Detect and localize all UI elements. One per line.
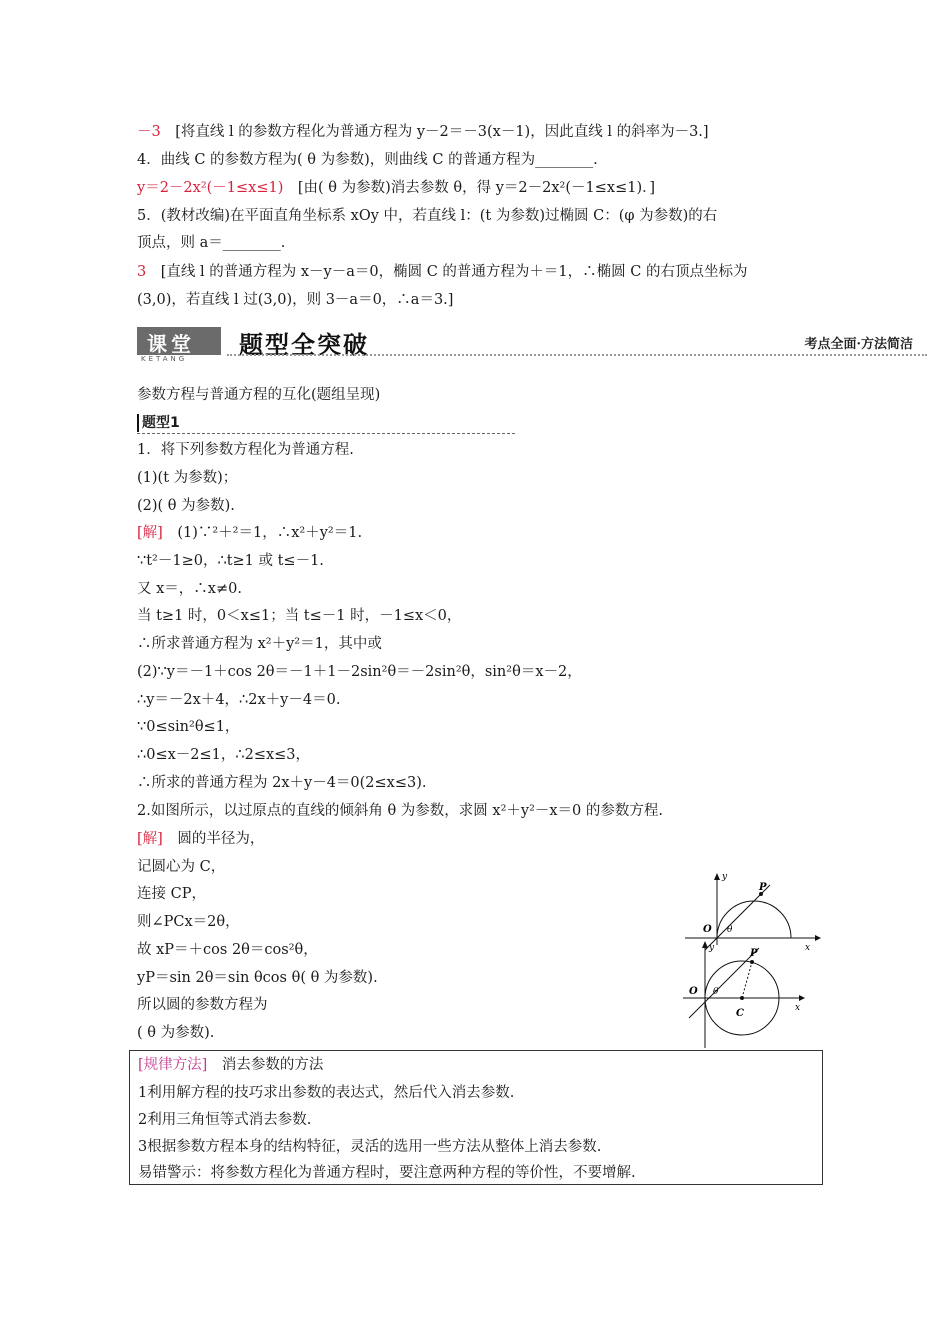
solution-line: 故 xP＝＋cos 2θ＝cos²θ，	[137, 942, 318, 958]
question-type-tag: 题型1	[137, 414, 180, 432]
label-y: y	[709, 943, 715, 953]
label-x: x	[805, 943, 811, 953]
label-theta: θ	[727, 925, 733, 935]
answer-line-5-cont: (3,0)，若直线 l 过(3,0)，则 3－a＝0，∴a＝3.]	[137, 292, 454, 308]
y-axis-arrow	[702, 941, 708, 948]
solution-line: ∵t²－1≥0，∴t≥1 或 t≤－1.	[137, 553, 324, 569]
x-axis-arrow	[815, 935, 821, 941]
answer-line-4	[137, 178, 655, 198]
figure-top	[685, 872, 821, 953]
answer-explanation: [由( θ 为参数)消去参数 θ，得 y＝2－2x²(－1≤x≤1)．]	[283, 180, 656, 196]
solution-line: ∵0≤sin²θ≤1，	[137, 719, 240, 735]
answer-value: 3	[137, 264, 147, 280]
answer-value: y＝2－2x²(－1≤x≤1)	[137, 180, 284, 196]
answer-line-1	[137, 122, 709, 142]
solution-line: 则∠PCx＝2θ，	[137, 914, 240, 930]
point-p	[750, 960, 754, 964]
solution-line: 连接 CP，	[137, 886, 206, 902]
label-o: O	[703, 924, 712, 935]
problem-1-part-2: (2)( θ 为参数).	[137, 498, 235, 514]
solution-line: 当 t≥1 时，0＜x≤1；当 t≤－1 时，－1≤x＜0，	[137, 608, 462, 624]
x-axis-arrow	[799, 995, 805, 1001]
tag-divider	[137, 433, 515, 434]
method-item-1: 1利用解方程的技巧求出参数的表达式，然后代入消去参数.	[138, 1085, 515, 1101]
solution-line: ∴所求的普通方程为 2x＋y－4＝0(2≤x≤3).	[137, 775, 427, 791]
question-4: 4．曲线 C 的参数方程为( θ 为参数)，则曲线 C 的普通方程为________.	[137, 152, 598, 168]
solution-line	[137, 829, 264, 849]
label-o: O	[689, 986, 698, 997]
figure-bottom	[683, 941, 805, 1048]
method-item-2: 2利用三角恒等式消去参数.	[138, 1112, 312, 1128]
solution-tag: [解]	[137, 831, 163, 847]
banner-box-text: 课堂	[147, 332, 195, 356]
question-5-line-1: 5．(教材改编)在平面直角坐标系 xOy 中，若直线 l：(t 为参数)过椭圆 C：(φ 为参数)的右	[137, 208, 718, 224]
solution-line: ∴所求普通方程为 x²＋y²＝1，其中或	[137, 636, 382, 652]
solution-line: 又 x＝，∴x≠0.	[137, 581, 242, 597]
solution-line: 所以圆的参数方程为	[137, 997, 268, 1013]
method-warning: 易错警示：将参数方程化为普通方程时，要注意两种方程的等价性，不要增解.	[138, 1165, 636, 1181]
method-tag: [规律方法]	[138, 1057, 208, 1073]
circle-figure	[675, 870, 825, 1050]
banner-tagline: 考点全面·方法简洁	[804, 337, 913, 352]
section-banner	[137, 325, 927, 363]
banner-subtitle: KETANG	[141, 355, 188, 363]
banner-title: 题型全突破	[239, 331, 369, 359]
solution-line: ∴y＝－2x＋4，∴2x＋y－4＝0.	[137, 692, 341, 708]
answer-line-5	[137, 262, 747, 282]
solution-line: 记圆心为 C，	[137, 859, 226, 875]
answer-explanation: [直线 l 的普通方程为 x－y－a＝0，椭圆 C 的普通方程为＋＝1，∴椭圆 C 的右顶点坐标为	[146, 264, 748, 280]
label-p: P	[750, 948, 758, 959]
solution-tag: [解]	[137, 525, 163, 541]
label-x: x	[795, 1003, 801, 1013]
method-item-3: 3根据参数方程本身的结构特征，灵活的选用一些方法从整体上消去参数.	[138, 1139, 602, 1155]
problem-1: 1．将下列参数方程化为普通方程.	[137, 442, 354, 458]
ray-line	[689, 948, 759, 1018]
y-axis-arrow	[714, 873, 720, 880]
answer-value: －3	[137, 124, 161, 140]
problem-2: 2.如图所示，以过原点的直线的倾斜角 θ 为参数，求圆 x²＋y²－x＝0 的参数方程.	[137, 803, 664, 819]
label-p: P	[759, 882, 767, 893]
solution-line: yP＝sin 2θ＝sin θcos θ( θ 为参数).	[137, 970, 378, 986]
solution-line: (2)∵y＝－1＋cos 2θ＝－1＋1－2sin²θ＝－2sin²θ，sin²θ＝x－2，	[137, 664, 582, 680]
answer-explanation: [将直线 l 的参数方程化为普通方程为 y－2＝－3(x－1)，因此直线 l 的斜率为－3.]	[160, 124, 709, 140]
label-theta: θ	[713, 987, 719, 997]
solution-line: ( θ 为参数).	[137, 1025, 215, 1041]
segment-cp	[742, 962, 752, 998]
method-title: 消去参数的方法	[207, 1057, 324, 1073]
method-heading	[138, 1055, 323, 1075]
point-c	[740, 996, 744, 1000]
method-box	[129, 1050, 823, 1185]
label-c: C	[736, 1008, 744, 1019]
solution-text: (1)∵²＋²＝1，∴x²＋y²＝1.	[162, 525, 363, 541]
problem-1-part-1: (1)(t 为参数)；	[137, 470, 238, 486]
question-5-line-2: 顶点，则 a＝________.	[137, 235, 286, 251]
section-title: 参数方程与普通方程的互化(题组呈现)	[137, 387, 381, 403]
banner-box	[137, 327, 221, 355]
solution-line	[137, 523, 362, 543]
solution-line: ∴0≤x－2≤1，∴2≤x≤3，	[137, 747, 311, 763]
solution-text: 圆的半径为，	[162, 831, 265, 847]
banner-divider	[227, 354, 927, 356]
label-y: y	[722, 872, 728, 882]
